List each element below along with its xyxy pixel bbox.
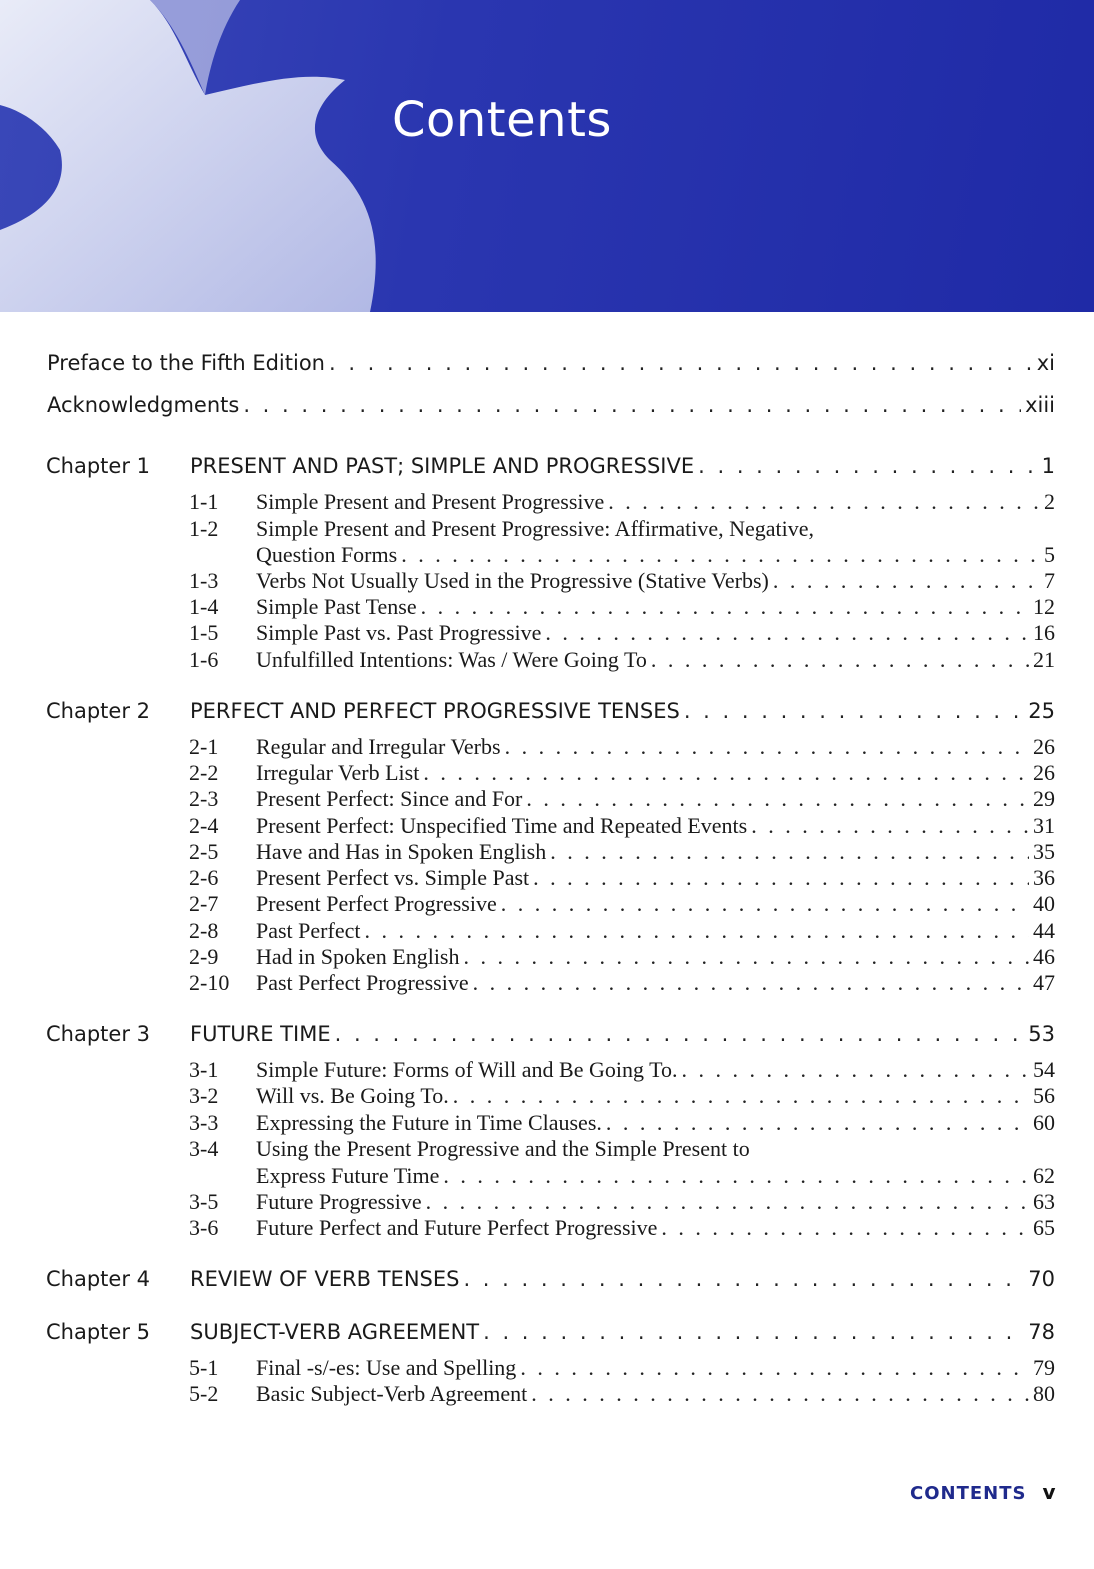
section-title: Regular and Irregular Verbs	[256, 734, 501, 759]
dot-leader	[243, 393, 1021, 417]
page-number: 12	[1033, 594, 1055, 619]
section-title: Simple Past Tense	[256, 594, 417, 619]
dot-leader	[443, 1163, 1029, 1189]
toc-section[interactable]	[256, 1110, 1055, 1136]
section-number: 1-2	[189, 516, 219, 541]
section-title: Final -s/-es: Use and Spelling	[256, 1355, 517, 1380]
dove-icon	[0, 0, 1094, 312]
toc-chapter-1[interactable]	[190, 454, 1055, 478]
section-number: 3-6	[189, 1215, 219, 1240]
dot-leader	[773, 568, 1040, 594]
section-title: Future Perfect and Future Perfect Progressive	[256, 1215, 658, 1240]
chapter-title: PRESENT AND PAST; SIMPLE AND PROGRESSIVE	[190, 454, 695, 478]
section-title: Verbs Not Usually Used in the Progressive (Stative Verbs)	[256, 568, 769, 593]
page-title: Contents	[392, 92, 612, 148]
section-number: 3-1	[189, 1057, 219, 1082]
entry-title: Preface to the Fifth Edition	[47, 351, 325, 375]
dot-leader	[606, 1110, 1029, 1136]
section-number: 2-4	[189, 813, 219, 838]
page-number: 26	[1033, 760, 1055, 785]
dot-leader	[526, 786, 1029, 812]
page-number: 80	[1033, 1381, 1055, 1406]
section-title: Simple Past vs. Past Progressive	[256, 620, 542, 645]
page-number: 25	[1028, 699, 1055, 723]
section-title: Past Perfect Progressive	[256, 970, 469, 995]
section-title: Future Progressive	[256, 1189, 422, 1214]
dot-leader	[473, 970, 1029, 996]
toc-section[interactable]	[256, 918, 1055, 944]
footer-page-number: v	[1042, 1480, 1056, 1504]
page-number: xi	[1036, 351, 1055, 375]
toc-section[interactable]	[256, 786, 1055, 812]
section-title[interactable]: Using the Present Progressive and the Simple Present to	[256, 1136, 750, 1161]
toc-section[interactable]	[256, 594, 1055, 620]
dot-leader	[531, 1381, 1029, 1407]
page-number: 7	[1044, 568, 1055, 593]
dot-leader	[453, 1083, 1029, 1109]
section-number: 2-9	[189, 944, 219, 969]
section-number: 1-5	[189, 620, 219, 645]
toc-section[interactable]	[256, 620, 1055, 646]
page-number: 65	[1033, 1215, 1055, 1240]
toc-section[interactable]	[256, 1163, 1055, 1189]
page-number: 16	[1033, 620, 1055, 645]
footer-label: CONTENTS	[910, 1483, 1027, 1504]
section-title: Basic Subject-Verb Agreement	[256, 1381, 528, 1406]
toc-chapter-2[interactable]	[190, 699, 1055, 723]
toc-chapter-3[interactable]	[190, 1022, 1055, 1046]
dot-leader	[335, 1022, 1025, 1046]
page-number: 79	[1033, 1355, 1055, 1380]
page-number: 26	[1033, 734, 1055, 759]
entry-title: Acknowledgments	[47, 393, 240, 417]
dot-leader	[681, 1057, 1029, 1083]
section-title: Present Perfect vs. Simple Past	[256, 865, 530, 890]
page-number: 5	[1044, 542, 1055, 567]
toc-section[interactable]	[256, 944, 1055, 970]
dot-leader	[545, 620, 1029, 646]
chapter-title: SUBJECT-VERB AGREEMENT	[190, 1320, 480, 1344]
section-title: Expressing the Future in Time Clauses.	[256, 1110, 602, 1135]
section-number: 3-2	[189, 1083, 219, 1108]
dot-leader	[751, 813, 1029, 839]
toc-section[interactable]	[256, 489, 1055, 515]
page-number: 2	[1044, 489, 1055, 514]
toc-section[interactable]	[256, 734, 1055, 760]
page-number: 31	[1033, 813, 1055, 838]
page-number: 40	[1033, 891, 1055, 916]
chapter-label: Chapter 3	[46, 1022, 150, 1046]
section-title: Had in Spoken English	[256, 944, 460, 969]
section-title: Will vs. Be Going To.	[256, 1083, 449, 1108]
dot-leader	[423, 760, 1029, 786]
section-title: Unfulfilled Intentions: Was / Were Going To	[256, 647, 647, 672]
section-number: 2-7	[189, 891, 219, 916]
chapter-title: PERFECT AND PERFECT PROGRESSIVE TENSES	[190, 699, 680, 723]
toc-section[interactable]	[256, 1083, 1055, 1109]
section-number: 3-5	[189, 1189, 219, 1214]
section-title[interactable]: Simple Present and Present Progressive: Affirmative, Negative,	[256, 516, 815, 541]
dot-leader	[533, 865, 1029, 891]
page-number: 29	[1033, 786, 1055, 811]
toc-section[interactable]	[256, 865, 1055, 891]
section-number: 2-6	[189, 865, 219, 890]
chapter-title: FUTURE TIME	[190, 1022, 331, 1046]
chapter-title: REVIEW OF VERB TENSES	[190, 1267, 460, 1291]
section-title: Have and Has in Spoken English	[256, 839, 547, 864]
section-number: 3-4	[189, 1136, 219, 1161]
section-number: 1-3	[189, 568, 219, 593]
toc-section[interactable]	[256, 891, 1055, 917]
toc-section[interactable]	[256, 1381, 1055, 1407]
page-number: 62	[1033, 1163, 1055, 1188]
page-number: xiii	[1025, 393, 1055, 417]
dot-leader	[483, 1320, 1024, 1344]
section-number: 3-3	[189, 1110, 219, 1135]
toc-section[interactable]	[256, 760, 1055, 786]
toc-section[interactable]	[256, 1189, 1055, 1215]
section-title: Present Perfect Progressive	[256, 891, 497, 916]
toc-entry-preface[interactable]	[47, 351, 1055, 375]
dot-leader	[501, 891, 1029, 917]
page-number: 70	[1028, 1267, 1055, 1291]
section-number: 5-1	[189, 1355, 219, 1380]
dot-leader	[520, 1355, 1029, 1381]
page-number: 1	[1041, 454, 1055, 478]
toc-section[interactable]	[256, 839, 1055, 865]
page-number: 56	[1033, 1083, 1055, 1108]
toc-section[interactable]	[256, 568, 1055, 594]
dot-leader	[684, 699, 1024, 723]
section-title: Simple Future: Forms of Will and Be Going To.	[256, 1057, 678, 1082]
page-number: 63	[1033, 1189, 1055, 1214]
toc-section[interactable]	[256, 813, 1055, 839]
toc-chapter-4[interactable]	[190, 1267, 1055, 1291]
page-number: 54	[1033, 1057, 1055, 1082]
chapter-label: Chapter 1	[46, 454, 150, 478]
section-number: 2-10	[189, 970, 230, 995]
section-title-continued: Express Future Time	[256, 1163, 440, 1188]
section-number: 1-6	[189, 647, 219, 672]
dot-leader	[364, 918, 1029, 944]
chapter-label: Chapter 5	[46, 1320, 150, 1344]
dot-leader	[464, 944, 1030, 970]
section-number: 2-8	[189, 918, 219, 943]
page-number: 21	[1033, 647, 1055, 672]
page-number: 36	[1033, 865, 1055, 890]
section-number: 2-5	[189, 839, 219, 864]
dot-leader	[329, 351, 1033, 375]
section-number: 1-1	[189, 489, 219, 514]
section-number: 2-2	[189, 760, 219, 785]
section-number: 2-1	[189, 734, 219, 759]
toc-section[interactable]	[256, 970, 1055, 996]
dot-leader	[426, 1189, 1029, 1215]
section-title: Simple Present and Present Progressive	[256, 489, 605, 514]
page-number: 78	[1028, 1320, 1055, 1344]
dot-leader	[608, 489, 1040, 515]
page-footer	[910, 1480, 1056, 1504]
page-number: 46	[1033, 944, 1055, 969]
chapter-label: Chapter 4	[46, 1267, 150, 1291]
dot-leader	[651, 647, 1029, 673]
dot-leader	[401, 542, 1040, 568]
dot-leader	[421, 594, 1029, 620]
page-number: 53	[1028, 1022, 1055, 1046]
section-title: Present Perfect: Unspecified Time and Repeated Events	[256, 813, 748, 838]
section-title: Irregular Verb List	[256, 760, 420, 785]
toc-entry-acknowledgments[interactable]	[47, 393, 1055, 417]
page-number: 47	[1033, 970, 1055, 995]
toc-section[interactable]	[256, 647, 1055, 673]
dot-leader	[463, 1267, 1024, 1291]
toc-section[interactable]	[256, 1057, 1055, 1083]
section-title: Present Perfect: Since and For	[256, 786, 523, 811]
toc-section[interactable]	[256, 1355, 1055, 1381]
dot-leader	[661, 1215, 1029, 1241]
toc-chapter-5[interactable]	[190, 1320, 1055, 1344]
dot-leader	[505, 734, 1029, 760]
dot-leader	[698, 454, 1038, 478]
page-number: 35	[1033, 839, 1055, 864]
toc-section[interactable]	[256, 1215, 1055, 1241]
toc-section[interactable]	[256, 542, 1055, 568]
section-number: 1-4	[189, 594, 219, 619]
dot-leader	[550, 839, 1029, 865]
page-number: 44	[1033, 918, 1055, 943]
contents-banner	[0, 0, 1094, 312]
section-title-continued: Question Forms	[256, 542, 398, 567]
section-number: 2-3	[189, 786, 219, 811]
section-number: 5-2	[189, 1381, 219, 1406]
section-title: Past Perfect	[256, 918, 361, 943]
chapter-label: Chapter 2	[46, 699, 150, 723]
page-number: 60	[1033, 1110, 1055, 1135]
